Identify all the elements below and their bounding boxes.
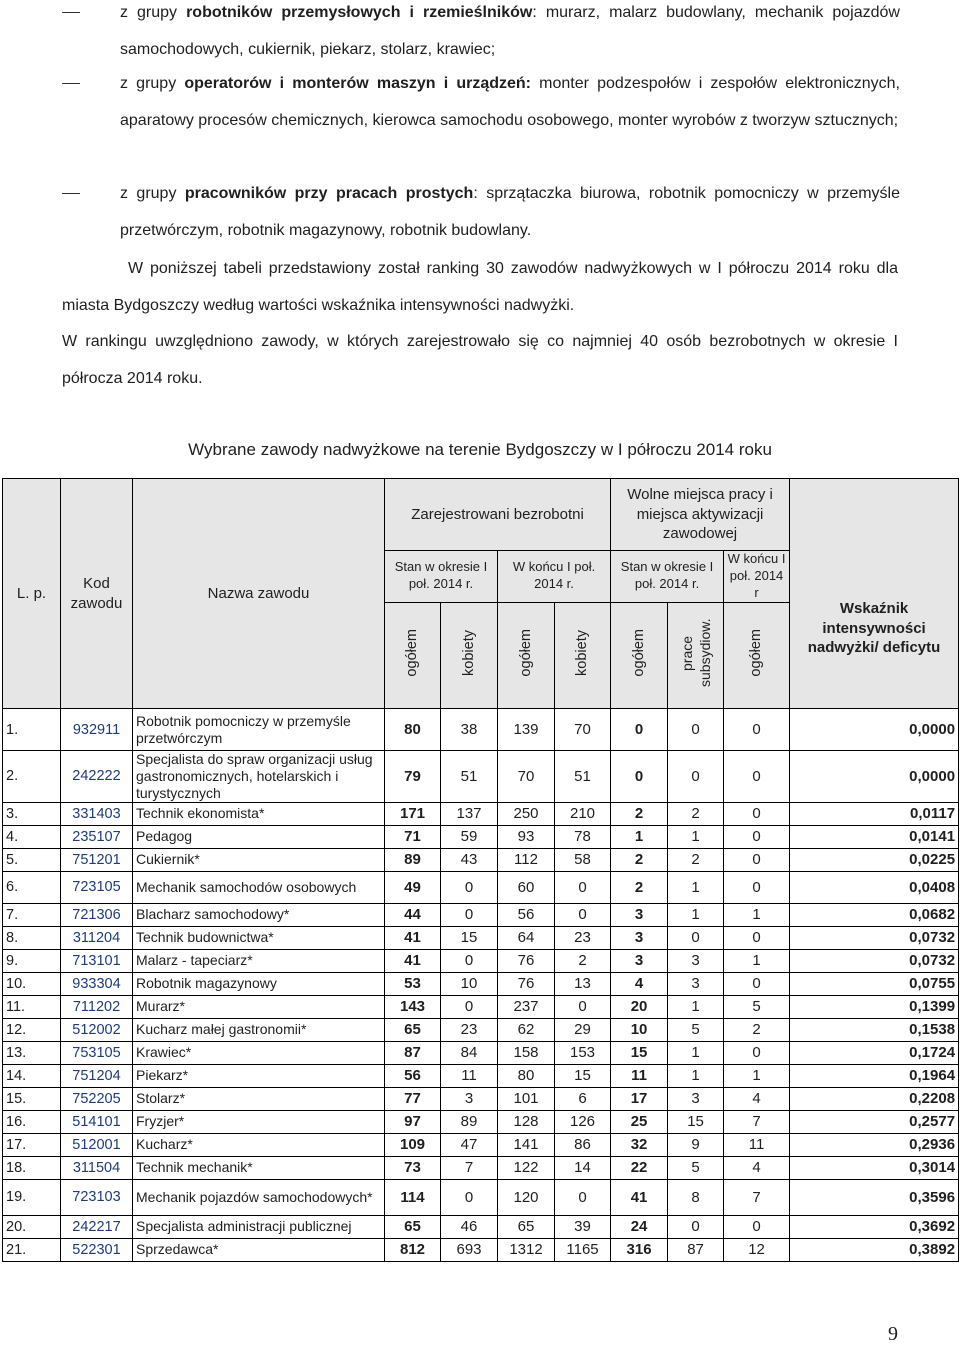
cell-value: 71 bbox=[385, 825, 441, 848]
cell-value: 46 bbox=[441, 1215, 498, 1238]
cell-value: 158 bbox=[498, 1041, 555, 1064]
cell-value: 93 bbox=[498, 825, 555, 848]
cell-value: 0 bbox=[724, 709, 790, 751]
header-ogolem bbox=[724, 602, 790, 709]
cell-value: 12 bbox=[724, 1238, 790, 1261]
cell-value: 49 bbox=[385, 871, 441, 903]
cell-value: 6 bbox=[555, 1087, 611, 1110]
cell-value: 15 bbox=[611, 1041, 668, 1064]
bullet-pracownicy bbox=[62, 175, 900, 249]
table-row bbox=[3, 1179, 959, 1215]
header-prace-subsydiowane bbox=[668, 602, 724, 709]
bullet-text bbox=[120, 175, 900, 249]
cell-value: 43 bbox=[441, 848, 498, 871]
cell-value: 3 bbox=[668, 1087, 724, 1110]
cell-value: 137 bbox=[441, 802, 498, 825]
cell-value: 0 bbox=[724, 871, 790, 903]
table-row bbox=[3, 1156, 959, 1179]
cell-value: 73 bbox=[385, 1156, 441, 1179]
bullet-bold: pracowników przy pracach prostych bbox=[184, 185, 474, 202]
cell-value: 3 bbox=[611, 926, 668, 949]
bullet-bold: robotników przemysłowych i rzemieślników bbox=[186, 4, 533, 21]
cell-value: 3 bbox=[668, 949, 724, 972]
cell-value: 41 bbox=[385, 926, 441, 949]
cell-value: 39 bbox=[555, 1215, 611, 1238]
table-row bbox=[3, 1238, 959, 1261]
cell-value: 15 bbox=[441, 926, 498, 949]
cell-value: 41 bbox=[611, 1179, 668, 1215]
cell-value: 38 bbox=[441, 709, 498, 751]
cell-wskaznik: 0,0755 bbox=[790, 972, 959, 995]
cell-nazwa: Technik budownictwa* bbox=[133, 926, 385, 949]
cell-value: 210 bbox=[555, 802, 611, 825]
cell-value: 3 bbox=[441, 1087, 498, 1110]
cell-value: 17 bbox=[611, 1087, 668, 1110]
cell-value: 2 bbox=[611, 871, 668, 903]
header-koniec-bezrobotni: W końcu I poł. 2014 r. bbox=[498, 551, 611, 603]
header-zarejestrowani: Zarejestrowani bezrobotni bbox=[385, 479, 611, 551]
cell-value: 70 bbox=[498, 751, 555, 802]
cell-kod: 751201 bbox=[61, 848, 133, 871]
table-row bbox=[3, 1064, 959, 1087]
cell-value: 1 bbox=[668, 825, 724, 848]
bullet-post: : sprzątaczka biurowa, robotnik pomocniczy w przemyśle przetwórczym, robotnik magazynowy, robotnik budowlany. bbox=[120, 185, 900, 239]
cell-value: 1 bbox=[724, 903, 790, 926]
cell-lp: 21. bbox=[3, 1238, 61, 1261]
cell-value: 143 bbox=[385, 995, 441, 1018]
cell-value: 101 bbox=[498, 1087, 555, 1110]
cell-value: 0 bbox=[441, 949, 498, 972]
cell-value: 29 bbox=[555, 1018, 611, 1041]
cell-value: 15 bbox=[555, 1064, 611, 1087]
cell-value: 10 bbox=[611, 1018, 668, 1041]
cell-value: 47 bbox=[441, 1133, 498, 1156]
table-row bbox=[3, 709, 959, 751]
cell-lp: 20. bbox=[3, 1215, 61, 1238]
cell-kod: 311204 bbox=[61, 926, 133, 949]
cell-kod: 512001 bbox=[61, 1133, 133, 1156]
bullet-robotnicy bbox=[62, 0, 900, 68]
cell-value: 87 bbox=[668, 1238, 724, 1261]
header-kod: Kod zawodu bbox=[61, 479, 133, 709]
cell-nazwa: Specjalista administracji publicznej bbox=[133, 1215, 385, 1238]
cell-nazwa: Fryzjer* bbox=[133, 1110, 385, 1133]
header-ogolem-text: ogółem bbox=[630, 628, 647, 677]
cell-value: 1165 bbox=[555, 1238, 611, 1261]
cell-value: 3 bbox=[611, 903, 668, 926]
cell-value: 32 bbox=[611, 1133, 668, 1156]
header-ogolem bbox=[385, 602, 441, 709]
cell-nazwa: Specjalista do spraw organizacji usług gastronomicznych, hotelarskich i turystycznych bbox=[133, 751, 385, 802]
table-row bbox=[3, 903, 959, 926]
cell-value: 0 bbox=[441, 1179, 498, 1215]
cell-nazwa: Kucharz małej gastronomii* bbox=[133, 1018, 385, 1041]
table-row bbox=[3, 848, 959, 871]
cell-value: 23 bbox=[441, 1018, 498, 1041]
cell-value: 250 bbox=[498, 802, 555, 825]
cell-value: 77 bbox=[385, 1087, 441, 1110]
cell-value: 139 bbox=[498, 709, 555, 751]
cell-value: 11 bbox=[611, 1064, 668, 1087]
cell-value: 0 bbox=[611, 709, 668, 751]
cell-value: 80 bbox=[498, 1064, 555, 1087]
cell-value: 8 bbox=[668, 1179, 724, 1215]
cell-value: 1312 bbox=[498, 1238, 555, 1261]
cell-value: 0 bbox=[724, 972, 790, 995]
cell-value: 89 bbox=[385, 848, 441, 871]
cell-value: 122 bbox=[498, 1156, 555, 1179]
table-row bbox=[3, 1041, 959, 1064]
cell-nazwa: Technik ekonomista* bbox=[133, 802, 385, 825]
cell-value: 171 bbox=[385, 802, 441, 825]
cell-kod: 751204 bbox=[61, 1064, 133, 1087]
cell-value: 0 bbox=[555, 871, 611, 903]
cell-value: 51 bbox=[441, 751, 498, 802]
table-title: Wybrane zawody nadwyżkowe na terenie Bydgoszczy w I półroczu 2014 roku bbox=[188, 440, 772, 459]
cell-kod: 723103 bbox=[61, 1179, 133, 1215]
cell-value: 3 bbox=[611, 949, 668, 972]
cell-kod: 711202 bbox=[61, 995, 133, 1018]
cell-wskaznik: 0,0732 bbox=[790, 926, 959, 949]
cell-value: 0 bbox=[724, 848, 790, 871]
cell-nazwa: Murarz* bbox=[133, 995, 385, 1018]
cell-kod: 235107 bbox=[61, 825, 133, 848]
cell-lp: 12. bbox=[3, 1018, 61, 1041]
cell-value: 0 bbox=[611, 751, 668, 802]
bullet-pre: z grupy bbox=[120, 75, 185, 92]
cell-kod: 753105 bbox=[61, 1041, 133, 1064]
cell-value: 2 bbox=[611, 802, 668, 825]
cell-value: 1 bbox=[724, 949, 790, 972]
cell-kod: 723105 bbox=[61, 871, 133, 903]
cell-value: 89 bbox=[441, 1110, 498, 1133]
cell-value: 56 bbox=[385, 1064, 441, 1087]
cell-value: 76 bbox=[498, 949, 555, 972]
header-ogolem bbox=[611, 602, 668, 709]
cell-value: 1 bbox=[668, 1064, 724, 1087]
header-ogolem-text: ogółem bbox=[404, 628, 421, 677]
cell-value: 76 bbox=[498, 972, 555, 995]
cell-nazwa: Malarz - tapeciarz* bbox=[133, 949, 385, 972]
cell-value: 78 bbox=[555, 825, 611, 848]
cell-value: 316 bbox=[611, 1238, 668, 1261]
cell-value: 0 bbox=[724, 1215, 790, 1238]
header-stan-miejsca: Stan w okresie I poł. 2014 r. bbox=[611, 551, 724, 603]
cell-value: 2 bbox=[668, 848, 724, 871]
cell-value: 20 bbox=[611, 995, 668, 1018]
cell-value: 153 bbox=[555, 1041, 611, 1064]
bullet-pre: z grupy bbox=[120, 185, 185, 202]
header-lp: L. p. bbox=[3, 479, 61, 709]
cell-value: 87 bbox=[385, 1041, 441, 1064]
cell-value: 41 bbox=[385, 949, 441, 972]
cell-value: 70 bbox=[555, 709, 611, 751]
cell-kod: 721306 bbox=[61, 903, 133, 926]
cell-value: 53 bbox=[385, 972, 441, 995]
cell-value: 0 bbox=[555, 1179, 611, 1215]
cell-wskaznik: 0,2577 bbox=[790, 1110, 959, 1133]
cell-wskaznik: 0,0000 bbox=[790, 751, 959, 802]
bullet-operatorzy bbox=[62, 65, 900, 139]
cell-kod: 311504 bbox=[61, 1156, 133, 1179]
cell-lp: 1. bbox=[3, 709, 61, 751]
table-row bbox=[3, 1018, 959, 1041]
cell-wskaznik: 0,1724 bbox=[790, 1041, 959, 1064]
cell-value: 0 bbox=[724, 1041, 790, 1064]
header-ogolem bbox=[498, 602, 555, 709]
cell-value: 1 bbox=[668, 903, 724, 926]
cell-lp: 15. bbox=[3, 1087, 61, 1110]
header-nazwa: Nazwa zawodu bbox=[133, 479, 385, 709]
cell-nazwa: Robotnik pomocniczy w przemyśle przetwórczym bbox=[133, 709, 385, 751]
header-prace-text: prace subsydiow. bbox=[678, 618, 713, 687]
cell-kod: 242217 bbox=[61, 1215, 133, 1238]
cell-nazwa: Robotnik magazynowy bbox=[133, 972, 385, 995]
cell-value: 0 bbox=[555, 903, 611, 926]
table-row bbox=[3, 972, 959, 995]
cell-value: 114 bbox=[385, 1179, 441, 1215]
cell-value: 0 bbox=[668, 926, 724, 949]
cell-value: 24 bbox=[611, 1215, 668, 1238]
cell-lp: 3. bbox=[3, 802, 61, 825]
cell-value: 0 bbox=[441, 903, 498, 926]
header-koniec-miejsca: W końcu I poł. 2014 r bbox=[724, 551, 790, 603]
cell-value: 5 bbox=[668, 1156, 724, 1179]
cell-value: 5 bbox=[724, 995, 790, 1018]
cell-wskaznik: 0,0117 bbox=[790, 802, 959, 825]
cell-value: 62 bbox=[498, 1018, 555, 1041]
cell-value: 56 bbox=[498, 903, 555, 926]
cell-value: 3 bbox=[668, 972, 724, 995]
cell-value: 128 bbox=[498, 1110, 555, 1133]
table-row bbox=[3, 1087, 959, 1110]
cell-value: 22 bbox=[611, 1156, 668, 1179]
cell-kod: 713101 bbox=[61, 949, 133, 972]
cell-lp: 2. bbox=[3, 751, 61, 802]
table-row bbox=[3, 1133, 959, 1156]
cell-value: 15 bbox=[668, 1110, 724, 1133]
cell-value: 1 bbox=[611, 825, 668, 848]
bullet-pre: z grupy bbox=[120, 4, 187, 21]
cell-lp: 13. bbox=[3, 1041, 61, 1064]
header-ogolem-text: ogółem bbox=[748, 628, 765, 677]
cell-wskaznik: 0,2208 bbox=[790, 1087, 959, 1110]
cell-value: 126 bbox=[555, 1110, 611, 1133]
cell-value: 2 bbox=[555, 949, 611, 972]
table-row bbox=[3, 751, 959, 802]
cell-lp: 14. bbox=[3, 1064, 61, 1087]
cell-value: 65 bbox=[385, 1018, 441, 1041]
cell-wskaznik: 0,1538 bbox=[790, 1018, 959, 1041]
cell-wskaznik: 0,3014 bbox=[790, 1156, 959, 1179]
cell-value: 0 bbox=[668, 1215, 724, 1238]
cell-wskaznik: 0,3596 bbox=[790, 1179, 959, 1215]
cell-value: 10 bbox=[441, 972, 498, 995]
cell-kod: 933304 bbox=[61, 972, 133, 995]
table-row bbox=[3, 802, 959, 825]
cell-lp: 17. bbox=[3, 1133, 61, 1156]
cell-nazwa: Kucharz* bbox=[133, 1133, 385, 1156]
bullet-text bbox=[120, 0, 900, 68]
cell-value: 4 bbox=[724, 1087, 790, 1110]
cell-nazwa: Mechanik samochodów osobowych bbox=[133, 871, 385, 903]
cell-nazwa: Technik mechanik* bbox=[133, 1156, 385, 1179]
cell-value: 0 bbox=[724, 751, 790, 802]
cell-kod: 932911 bbox=[61, 709, 133, 751]
cell-value: 5 bbox=[668, 1018, 724, 1041]
cell-value: 237 bbox=[498, 995, 555, 1018]
cell-value: 4 bbox=[611, 972, 668, 995]
paragraph-criteria: W rankingu uwzględniono zawody, w których zarejestrowało się co najmniej 40 osób bezrobotnych w okresie I półrocza 2014 roku. bbox=[62, 333, 898, 387]
header-wskaznik: Wskaźnik intensywności nadwyżki/ deficytu bbox=[790, 479, 959, 709]
cell-nazwa: Sprzedawca* bbox=[133, 1238, 385, 1261]
cell-value: 0 bbox=[441, 995, 498, 1018]
header-kobiety-text: kobiety bbox=[574, 629, 591, 676]
cell-value: 59 bbox=[441, 825, 498, 848]
header-kobiety bbox=[555, 602, 611, 709]
cell-value: 0 bbox=[724, 926, 790, 949]
cell-value: 80 bbox=[385, 709, 441, 751]
cell-wskaznik: 0,0682 bbox=[790, 903, 959, 926]
cell-value: 0 bbox=[668, 709, 724, 751]
cell-wskaznik: 0,3892 bbox=[790, 1238, 959, 1261]
cell-lp: 10. bbox=[3, 972, 61, 995]
cell-lp: 11. bbox=[3, 995, 61, 1018]
cell-value: 7 bbox=[724, 1179, 790, 1215]
table-row bbox=[3, 926, 959, 949]
cell-lp: 18. bbox=[3, 1156, 61, 1179]
cell-nazwa: Krawiec* bbox=[133, 1041, 385, 1064]
cell-lp: 4. bbox=[3, 825, 61, 848]
cell-value: 44 bbox=[385, 903, 441, 926]
cell-value: 97 bbox=[385, 1110, 441, 1133]
cell-value: 1 bbox=[668, 995, 724, 1018]
cell-wskaznik: 0,0408 bbox=[790, 871, 959, 903]
cell-lp: 19. bbox=[3, 1179, 61, 1215]
header-ogolem-text: ogółem bbox=[517, 628, 534, 677]
cell-value: 60 bbox=[498, 871, 555, 903]
paragraph-ranking: W poniższej tabeli przedstawiony został ranking 30 zawodów nadwyżkowych w I półroczu 2014 roku dla miasta Bydgoszczy według wartości wskaźnika intensywności nadwyżki. bbox=[62, 260, 898, 314]
cell-value: 84 bbox=[441, 1041, 498, 1064]
header-stan-bezrobotni: Stan w okresie I poł. 2014 r. bbox=[385, 551, 498, 603]
cell-value: 693 bbox=[441, 1238, 498, 1261]
cell-value: 4 bbox=[724, 1156, 790, 1179]
cell-value: 120 bbox=[498, 1179, 555, 1215]
cell-value: 65 bbox=[498, 1215, 555, 1238]
cell-value: 0 bbox=[441, 871, 498, 903]
table-row bbox=[3, 1215, 959, 1238]
cell-value: 11 bbox=[724, 1133, 790, 1156]
cell-nazwa: Cukiernik* bbox=[133, 848, 385, 871]
cell-lp: 7. bbox=[3, 903, 61, 926]
cell-nazwa: Mechanik pojazdów samochodowych* bbox=[133, 1179, 385, 1215]
cell-value: 86 bbox=[555, 1133, 611, 1156]
cell-value: 112 bbox=[498, 848, 555, 871]
cell-kod: 752205 bbox=[61, 1087, 133, 1110]
cell-value: 1 bbox=[724, 1064, 790, 1087]
header-kobiety-text: kobiety bbox=[460, 629, 477, 676]
cell-value: 9 bbox=[668, 1133, 724, 1156]
cell-value: 23 bbox=[555, 926, 611, 949]
cell-nazwa: Pedagog bbox=[133, 825, 385, 848]
cell-wskaznik: 0,0000 bbox=[790, 709, 959, 751]
header-wolne-miejsca: Wolne miejsca pracy i miejsca aktywizacji zawodowej bbox=[611, 479, 790, 551]
header-kobiety bbox=[441, 602, 498, 709]
cell-value: 58 bbox=[555, 848, 611, 871]
table-row bbox=[3, 825, 959, 848]
cell-value: 0 bbox=[668, 751, 724, 802]
cell-value: 64 bbox=[498, 926, 555, 949]
cell-value: 0 bbox=[555, 995, 611, 1018]
cell-wskaznik: 0,0225 bbox=[790, 848, 959, 871]
cell-value: 1 bbox=[668, 1041, 724, 1064]
cell-nazwa: Blacharz samochodowy* bbox=[133, 903, 385, 926]
cell-value: 13 bbox=[555, 972, 611, 995]
cell-nazwa: Piekarz* bbox=[133, 1064, 385, 1087]
cell-wskaznik: 0,1399 bbox=[790, 995, 959, 1018]
cell-nazwa: Stolarz* bbox=[133, 1087, 385, 1110]
cell-value: 0 bbox=[724, 825, 790, 848]
bullet-bold: operatorów i monterów maszyn i urządzeń: bbox=[184, 75, 531, 92]
cell-lp: 5. bbox=[3, 848, 61, 871]
cell-value: 11 bbox=[441, 1064, 498, 1087]
cell-value: 2 bbox=[724, 1018, 790, 1041]
cell-value: 2 bbox=[668, 802, 724, 825]
cell-wskaznik: 0,1964 bbox=[790, 1064, 959, 1087]
cell-value: 51 bbox=[555, 751, 611, 802]
cell-value: 79 bbox=[385, 751, 441, 802]
cell-kod: 242222 bbox=[61, 751, 133, 802]
table-row bbox=[3, 949, 959, 972]
cell-value: 7 bbox=[724, 1110, 790, 1133]
cell-value: 141 bbox=[498, 1133, 555, 1156]
cell-lp: 9. bbox=[3, 949, 61, 972]
page-number: 9 bbox=[888, 1323, 898, 1345]
cell-lp: 6. bbox=[3, 871, 61, 903]
cell-kod: 331403 bbox=[61, 802, 133, 825]
cell-wskaznik: 0,0141 bbox=[790, 825, 959, 848]
bullet-text bbox=[120, 65, 900, 139]
bullet-post: : murarz, malarz budowlany, mechanik pojazdów samochodowych, cukiernik, piekarz, stolarz, krawiec; bbox=[120, 4, 900, 58]
cell-value: 812 bbox=[385, 1238, 441, 1261]
cell-wskaznik: 0,2936 bbox=[790, 1133, 959, 1156]
cell-kod: 514101 bbox=[61, 1110, 133, 1133]
cell-value: 0 bbox=[724, 802, 790, 825]
cell-lp: 16. bbox=[3, 1110, 61, 1133]
cell-kod: 512002 bbox=[61, 1018, 133, 1041]
cell-value: 1 bbox=[668, 871, 724, 903]
table-row bbox=[3, 1110, 959, 1133]
occupations-table bbox=[2, 478, 959, 1262]
cell-value: 65 bbox=[385, 1215, 441, 1238]
cell-lp: 8. bbox=[3, 926, 61, 949]
cell-value: 14 bbox=[555, 1156, 611, 1179]
cell-wskaznik: 0,3692 bbox=[790, 1215, 959, 1238]
bullet-post: monter podzespołów i zespołów elektronicznych, aparatowy procesów chemicznych, kierowca samochodu osobowego, monter wyrobów z tworzyw sztucznych; bbox=[120, 75, 900, 129]
cell-kod: 522301 bbox=[61, 1238, 133, 1261]
cell-value: 2 bbox=[611, 848, 668, 871]
cell-value: 25 bbox=[611, 1110, 668, 1133]
table-row bbox=[3, 871, 959, 903]
cell-wskaznik: 0,0732 bbox=[790, 949, 959, 972]
cell-value: 109 bbox=[385, 1133, 441, 1156]
cell-value: 7 bbox=[441, 1156, 498, 1179]
table-row bbox=[3, 995, 959, 1018]
